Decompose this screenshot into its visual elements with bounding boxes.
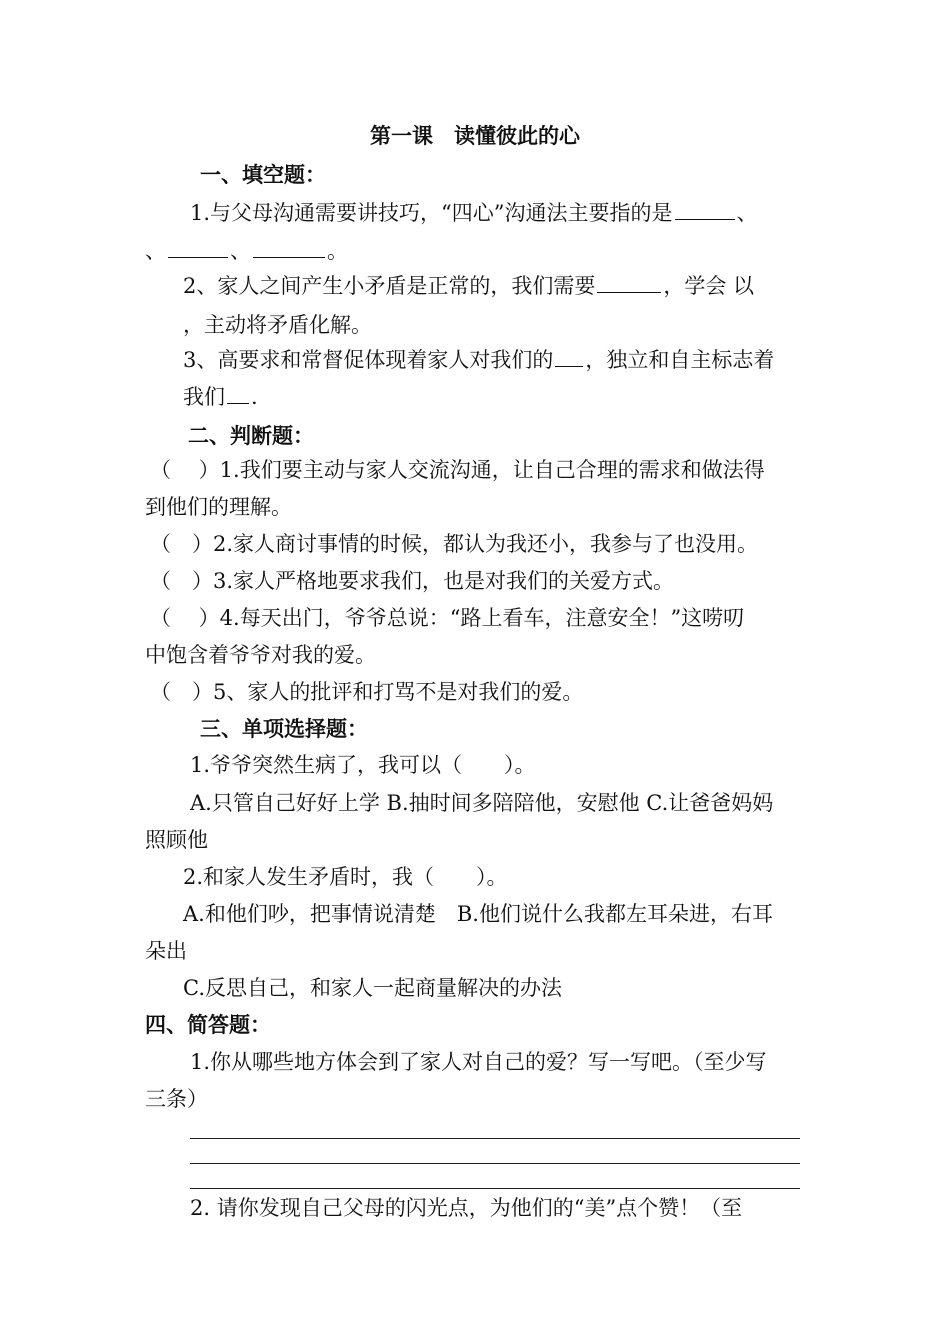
judge-item-3: （ ）3.家人严格地要求我们，也是对我们的关爱方式。	[150, 569, 675, 593]
question-1-1-cont	[0, 235, 950, 265]
section-heading-fill-blank: 一、填空题：	[200, 162, 326, 187]
choice-question-2-option-c: C.反思自己，和家人一起商量解决的办法	[183, 976, 562, 1000]
end-mark: .	[251, 385, 258, 409]
answer-blank[interactable]	[227, 381, 249, 404]
choice-question-2: 2.和家人发生矛盾时，我（ ）。	[183, 865, 508, 889]
short-answer-question-2: 2. 请你发现自己父母的闪光点，为他们的“美”点个赞！（至	[190, 1196, 743, 1220]
question-1-3	[0, 344, 950, 374]
question-text: ，独立和自主标志着	[585, 348, 775, 372]
choice-question-1-options: A.只管自己好好上学 B.抽时间多陪陪他，安慰他 C.让爸爸妈妈	[190, 791, 774, 815]
judge-item-4-cont: 中饱含着爷爷对我的爱。	[145, 643, 376, 667]
separator: 、	[736, 201, 758, 225]
end-mark: 。	[327, 239, 348, 263]
judge-item-2: （ ）2.家人商讨事情的时候，都认为我还小，我参与了也没用。	[150, 532, 759, 556]
question-1-2-cont: ，主动将矛盾化解。	[183, 313, 372, 337]
answer-blank[interactable]	[675, 197, 735, 220]
question-1-1	[0, 197, 950, 227]
section-heading-true-false: 二、判断题：	[188, 423, 314, 448]
question-1-2	[0, 270, 950, 300]
judge-item-1-cont: 到他们的理解。	[145, 495, 292, 519]
separator: 、	[145, 239, 166, 263]
question-text: ，学会 以	[663, 274, 755, 298]
judge-item-1: （ ）1.我们要主动与家人交流沟通，让自己合理的需求和做法得	[150, 458, 765, 482]
judge-item-5: （ ）5、家人的批评和打骂不是对我们的爱。	[150, 680, 584, 704]
question-text: 3、高要求和常督促体现着家人对我们的	[183, 348, 554, 372]
page-title: 第一课 读懂彼此的心	[370, 123, 580, 148]
short-answer-question-1: 1.你从哪些地方体会到了家人对自己的爱？写一写吧。（至少写	[190, 1050, 767, 1074]
answer-blank[interactable]	[168, 235, 228, 258]
judge-item-4: （ ）4.每天出门，爷爷总说：“路上看车，注意安全！”这唠叨	[150, 606, 745, 630]
question-text: 1.与父母沟通需要讲技巧，“四心”沟通法主要指的是	[190, 201, 673, 225]
choice-question-2-options: A.和他们吵，把事情说清楚 B.他们说什么我都左耳朵进，右耳	[183, 902, 773, 926]
short-answer-question-1-cont: 三条）	[145, 1087, 208, 1111]
answer-line[interactable]	[190, 1138, 800, 1139]
choice-question-1: 1.爷爷突然生病了，我可以（ ）。	[190, 753, 536, 777]
section-heading-single-choice: 三、单项选择题：	[200, 716, 368, 741]
section-heading-short-answer: 四、简答题：	[145, 1012, 271, 1037]
answer-blank[interactable]	[597, 270, 661, 293]
question-text: 2、家人之间产生小矛盾是正常的，我们需要	[183, 274, 596, 298]
answer-blank[interactable]	[253, 235, 325, 258]
question-text: 我们	[183, 385, 225, 409]
answer-line[interactable]	[190, 1188, 800, 1189]
separator: 、	[230, 239, 251, 263]
answer-blank[interactable]	[555, 344, 583, 367]
choice-question-2-options-cont: 朵出	[145, 939, 187, 963]
answer-line[interactable]	[190, 1163, 800, 1164]
question-1-3-cont	[0, 381, 950, 411]
choice-question-1-options-cont: 照顾他	[145, 828, 208, 852]
